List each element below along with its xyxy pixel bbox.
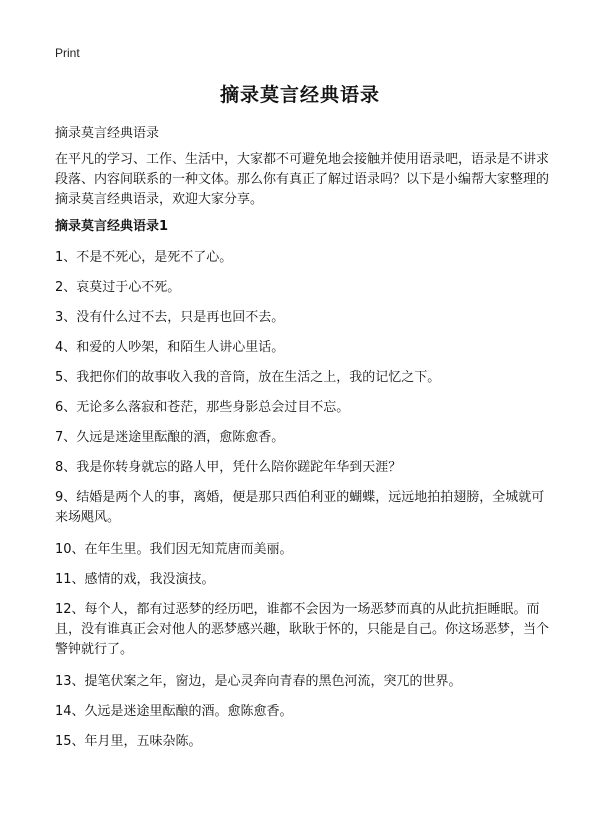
quote-item: 6、无论多么落寂和苍茫，那些身影总会过目不忘。 [55,400,350,415]
quote-item: 2、哀莫过于心不死。 [55,280,181,295]
quote-item: 4、和爱的人吵架，和陌生人讲心里话。 [55,340,285,355]
quote-item: 10、在年生里。我们因无知荒唐而美丽。 [55,542,293,557]
document-subtitle: 摘录莫言经典语录 [55,126,160,141]
quote-list [55,248,555,762]
quote-item: 15、年月里，五味杂陈。 [55,734,202,749]
print-label: Print [55,46,80,60]
quote-item: 7、久远是迷途里酝酿的酒，愈陈愈香。 [55,430,285,445]
document-title: 摘录莫言经典语录 [219,84,380,106]
quote-item: 13、提笔伏案之年，窗边，是心灵奔向青春的黑色河流，突兀的世界。 [55,674,462,689]
quote-item: 1、不是不死心，是死不了心。 [55,250,233,265]
quote-item: 12、每个人，都有过恶梦的经历吧，谁都不会因为一场恶梦而真的从此抗拒睡眠。而且，没有谁真正会对他人的恶梦感兴趣，耿耿于怀的，只能是自己。你这场恶梦，当个警钟就行了。 [55,602,550,657]
quote-item: 11、感情的戏，我没演技。 [55,572,215,587]
quote-item: 14、久远是迷途里酝酿的酒。愈陈愈香。 [55,704,293,719]
quote-item: 3、没有什么过不去，只是再也回不去。 [55,310,285,325]
quote-item: 8、我是你转身就忘的路人甲，凭什么陪你蹉跎年华到天涯？ [55,460,402,475]
quote-item: 9、结婚是两个人的事，离婚，便是那只西伯利亚的蝴蝶，远远地拍拍翅膀，全城就可来场飓风。 [55,490,545,525]
quote-item: 5、我把你们的故事收入我的音筒，放在生活之上，我的记忆之下。 [55,370,441,385]
section-heading: 摘录莫言经典语录1 [55,219,169,234]
intro-paragraph: 在平凡的学习、工作、生活中，大家都不可避免地会接触并使用语录吧，语录是不讲求段落、内容间联系的一种文体。那么你有真正了解过语录吗？以下是小编帮大家整理的摘录莫言经典语录，欢迎大家分享。 [55,152,550,207]
